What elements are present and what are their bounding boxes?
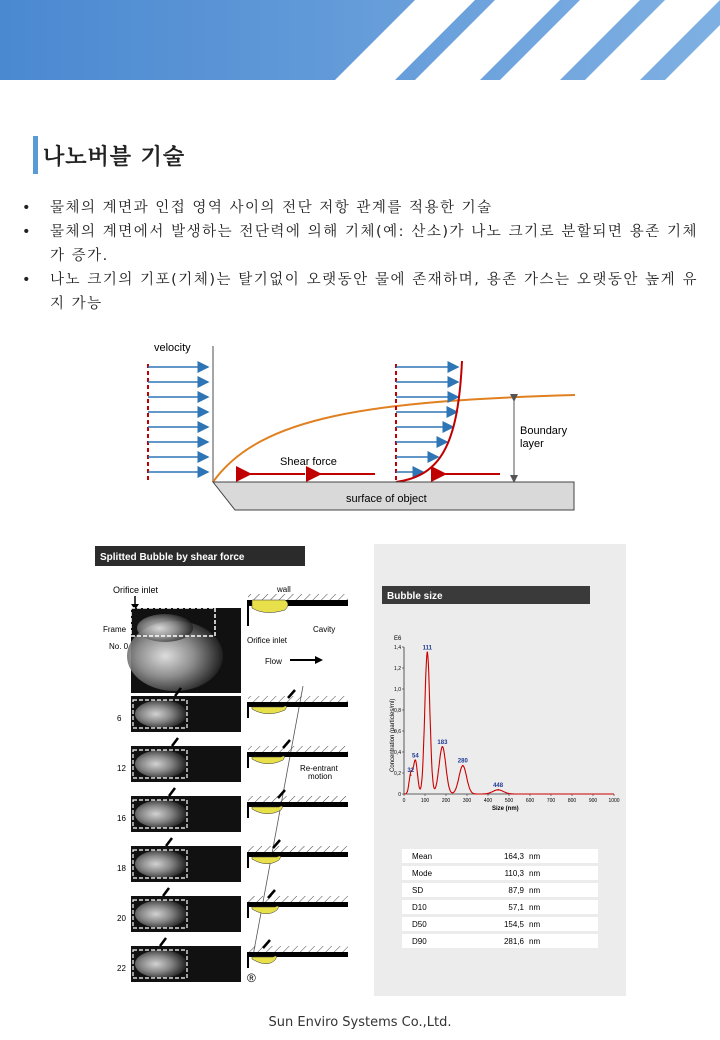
peak-point <box>462 765 464 767</box>
peak-label: 32 <box>407 768 415 775</box>
surface-label: surface of object <box>346 493 427 505</box>
chart-x-tick: 700 <box>546 798 556 804</box>
registered-mark: ® <box>247 971 256 985</box>
bubble-frame <box>117 688 348 732</box>
bullet-item: • 물체의 계면에서 발생하는 전단력에 의해 기체(예: 산소)가 나노 크기로 분할되면 용존 기체가 증가. <box>22 224 698 264</box>
peak-label: 183 <box>437 739 448 746</box>
bullet-item: • 물체의 계면과 인접 영역 사이의 전단 저항 관계를 적용한 기술 <box>22 200 493 216</box>
chart-y-tick: 1,2 <box>394 666 401 672</box>
bullet-list <box>22 196 698 316</box>
peak-point <box>442 746 444 748</box>
chart-x-tick: 0 <box>402 798 406 804</box>
orifice-inlet-label: Orifice inlet <box>113 585 159 595</box>
bubble-size-panel <box>374 544 626 996</box>
velocity-arrows-right <box>396 367 458 472</box>
bullet-text: 물체의 계면과 인접 영역 사이의 전단 저항 관계를 적용한 기술 <box>50 200 493 216</box>
peak-label: 448 <box>493 782 504 789</box>
header-banner <box>0 0 720 80</box>
bullet-item: • 나노 크기의 기포(기체)는 탈기없이 오랫동안 물에 존재하며, 용존 가스는 오랫동안 높게 유지 가능 <box>22 272 698 312</box>
frame-label: Frame <box>103 625 127 634</box>
stats-unit: nm <box>529 886 541 895</box>
chart-x-tick: 600 <box>525 798 535 804</box>
peak-label: 54 <box>411 753 419 760</box>
bubble-frame <box>117 888 348 932</box>
stats-label: D90 <box>412 937 427 946</box>
splitted-bubble-header: Splitted Bubble by shear force <box>100 552 245 563</box>
stats-row <box>402 900 598 914</box>
stats-unit: nm <box>529 869 541 878</box>
stats-unit: nm <box>529 937 541 946</box>
peak-point <box>497 789 499 791</box>
stats-label: Mean <box>412 852 433 861</box>
chart-x-tick: 1000 <box>608 798 620 804</box>
chart-x-tick: 300 <box>462 798 472 804</box>
stats-unit: nm <box>529 903 541 912</box>
chart-y-tick: 0,4 <box>394 750 401 756</box>
frame-no-label: No. 0 <box>109 642 129 651</box>
stats-value: 110,3 <box>504 869 524 878</box>
footer-company: Sun Enviro Systems Co.,Ltd. <box>268 1015 452 1030</box>
reentrant-label-1: Re-entrant <box>300 764 338 773</box>
stats-label: D10 <box>412 903 427 912</box>
chart-y-tick: 1,0 <box>394 687 401 693</box>
frame-number: 16 <box>117 814 126 823</box>
peak-label: 111 <box>422 645 432 652</box>
stats-label: SD <box>412 886 424 895</box>
stats-unit: nm <box>529 920 541 929</box>
splitted-bubble-figure <box>95 546 355 986</box>
chart-x-tick: 500 <box>504 798 514 804</box>
chart-x-tick: 800 <box>567 798 577 804</box>
bullet-text: 나노 크기의 기포(기체)는 탈기없이 오랫동안 물에 존재하며, 용존 가스는 오랫동안 높게 유지 가능 <box>50 272 698 312</box>
stats-label: D50 <box>412 920 427 929</box>
chart-y-tick: 0,8 <box>394 708 401 714</box>
boundary-label-2: layer <box>520 438 544 450</box>
bullet-text: 물체의 계면에서 발생하는 전단력에 의해 기체(예: 산소)가 나노 크기로 분할되면 용존 기체가 증가. <box>50 224 698 264</box>
peak-point <box>427 651 429 653</box>
chart-x-tick: 900 <box>588 798 598 804</box>
orifice-inlet-label-2: Orifice inlet <box>247 636 288 645</box>
cavity-label: Cavity <box>313 625 336 634</box>
velocity-arrows-left <box>148 367 208 472</box>
shear-force-label: Shear force <box>280 456 337 468</box>
bubble-frame <box>117 938 348 982</box>
stats-value: 154,5 <box>503 920 524 929</box>
frame-number: 22 <box>117 964 126 973</box>
stats-value: 281,6 <box>503 937 524 946</box>
chart-ylabel: Concentration (particles/ml) <box>390 698 396 772</box>
frame-number: 6 <box>117 714 122 723</box>
boundary-label-1: Boundary <box>520 425 568 437</box>
title-accent-bar <box>33 136 38 174</box>
peak-point <box>410 774 412 776</box>
flow-label: Flow <box>265 657 282 666</box>
page-title: 나노버블 기술 <box>43 145 186 170</box>
stats-row <box>402 934 598 948</box>
peak-point <box>415 760 417 762</box>
stats-row <box>402 866 598 880</box>
chart-x-tick: 100 <box>420 798 430 804</box>
chart-y-tick: 0,2 <box>394 771 401 777</box>
frame-number: 20 <box>117 914 126 923</box>
stats-row <box>402 849 598 863</box>
stats-row <box>402 883 598 897</box>
chart-x-tick: 400 <box>483 798 493 804</box>
chart-xlabel: Size (nm) <box>492 806 519 812</box>
bubble-size-header: Bubble size <box>387 591 443 602</box>
stats-row <box>402 917 598 931</box>
stats-label: Mode <box>412 869 433 878</box>
boundary-layer-diagram <box>140 336 580 516</box>
chart-y-tick: 0 <box>398 792 401 798</box>
bubble-frame <box>117 788 348 832</box>
chart-y-tick: 1,4 <box>394 645 401 651</box>
stats-unit: nm <box>529 852 541 861</box>
frame-number: 18 <box>117 864 126 873</box>
velocity-label: velocity <box>154 342 191 354</box>
stats-value: 57,1 <box>508 903 524 912</box>
reentrant-label-2: motion <box>308 772 333 781</box>
frame-number: 12 <box>117 764 126 773</box>
chart-y-tick: 0,6 <box>394 729 401 735</box>
wall-label: wall <box>277 585 291 594</box>
peak-label: 280 <box>457 758 468 765</box>
velocity-profile-curve <box>396 361 462 482</box>
chart-y-exponent: E6 <box>394 636 402 642</box>
chart-x-tick: 200 <box>441 798 451 804</box>
stats-value: 164,3 <box>503 852 524 861</box>
stats-value: 87,9 <box>508 886 524 895</box>
bubble-frame <box>117 838 348 882</box>
